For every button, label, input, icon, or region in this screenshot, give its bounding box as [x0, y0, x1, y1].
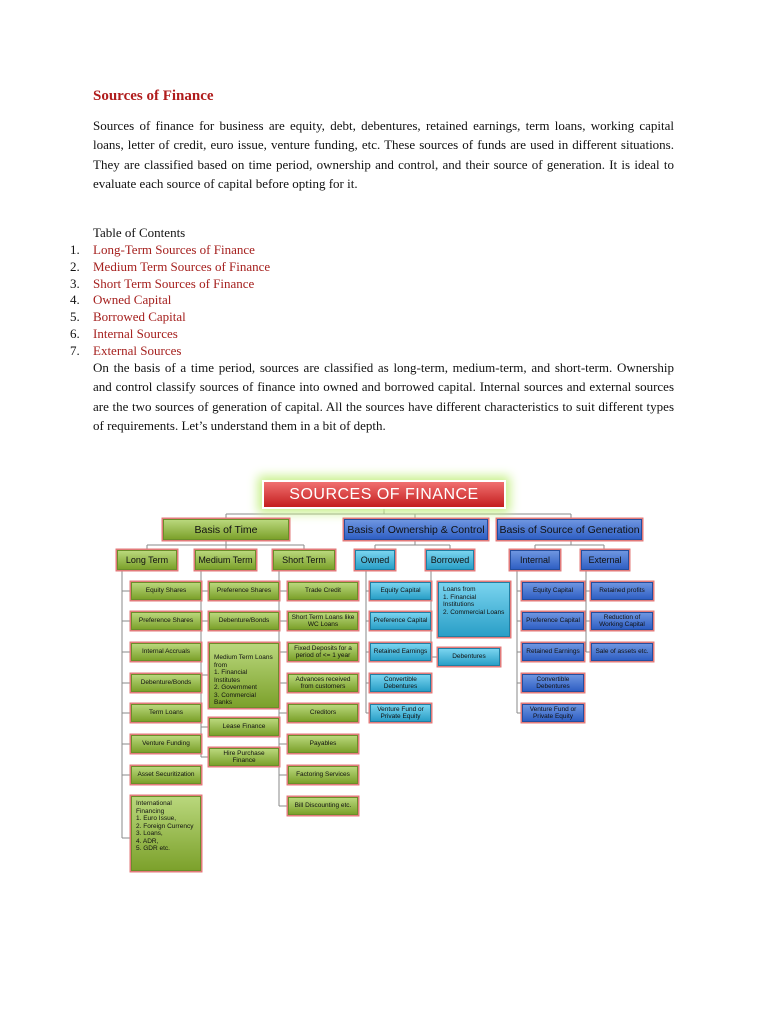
internal-item: Equity Capital: [522, 582, 584, 600]
toc-link[interactable]: Internal Sources: [93, 325, 178, 341]
long-term-item: Internal Accruals: [131, 643, 201, 661]
external-item: Sale of assets etc.: [591, 643, 653, 661]
toc-item[interactable]: 2. Medium Term Sources of Finance: [70, 258, 271, 274]
toc-title: Table of Contents: [93, 225, 186, 240]
owned-item: Venture Fund or Private Equity: [370, 704, 431, 722]
basis-of-ownership-box: Basis of Ownership & Control: [344, 519, 488, 540]
toc-link[interactable]: External Sources: [93, 342, 182, 358]
short-term-item: Short Term Loans like WC Loans: [288, 612, 358, 630]
diagram-title: SOURCES OF FINANCE: [262, 480, 506, 509]
borrowed-item: Debentures: [438, 648, 500, 666]
medium-term-item: Hire Purchase Finance: [209, 748, 279, 766]
short-term-item: Trade Credit: [288, 582, 358, 600]
short-term-item: Advances received from customers: [288, 674, 358, 692]
owned-item: Equity Capital: [370, 582, 431, 600]
owned-item: Retained Earnings: [370, 643, 431, 661]
toc-item[interactable]: 7. External Sources: [70, 342, 182, 358]
external-box: External: [581, 550, 629, 570]
owned-item: Preference Capital: [370, 612, 431, 630]
long-term-box: Long Term: [117, 550, 177, 570]
long-term-item: Equity Shares: [131, 582, 201, 600]
page-heading: Sources of Finance: [93, 88, 214, 104]
short-term-item: Creditors: [288, 704, 358, 722]
medium-term-box: Medium Term: [195, 550, 256, 570]
internal-item: Venture Fund or Private Equity: [522, 704, 584, 722]
long-term-item: Venture Funding: [131, 735, 201, 753]
owned-item: Convertible Debentures: [370, 674, 431, 692]
table-of-contents: [70, 242, 270, 360]
short-term-item: Factoring Services: [288, 766, 358, 784]
long-term-item: Asset Securitization: [131, 766, 201, 784]
medium-term-item: Lease Finance: [209, 718, 279, 736]
toc-item[interactable]: 5. Borrowed Capital: [70, 309, 186, 325]
borrowed-loans-box: Loans from 1. Financial Institutions 2. Commercial Loans: [438, 582, 510, 637]
short-term-item: Fixed Deposits for a period of <= 1 year: [288, 643, 358, 661]
internal-box: Internal: [510, 550, 560, 570]
toc-link[interactable]: Short Term Sources of Finance: [93, 275, 255, 291]
external-item: Retained profits: [591, 582, 653, 600]
intro-paragraph: Sources of finance for business are equity, debt, debentures, retained earnings, term loans, working capital loans, letter of credit, euro issue, venture funding, etc. These sources of funds are used in different situations. They are classified based on time period, ownership and control, and their source of generation. It is ideal to evaluate each source of capital before opting for it.: [93, 118, 674, 192]
owned-box: Owned: [355, 550, 395, 570]
internal-item: Preference Capital: [522, 612, 584, 630]
medium-term-item: Debenture/Bonds: [209, 612, 279, 630]
borrowed-box: Borrowed: [426, 550, 474, 570]
internal-item: Convertible Debentures: [522, 674, 584, 692]
basis-of-generation-box: Basis of Source of Generation: [497, 519, 642, 540]
medium-term-loans-box: Medium Term Loans from 1. Financial Institutes 2. Government 3. Commercial Banks: [209, 643, 279, 708]
toc-link[interactable]: Long-Term Sources of Finance: [93, 242, 255, 257]
long-term-item: Preference Shares: [131, 612, 201, 630]
short-term-item: Bill Discounting etc.: [288, 797, 358, 815]
external-item: Reduction of Working Capital: [591, 612, 653, 630]
toc-link[interactable]: Medium Term Sources of Finance: [93, 258, 271, 274]
internal-item: Retained Earnings: [522, 643, 584, 661]
long-term-item: Debenture/Bonds: [131, 674, 201, 692]
toc-link[interactable]: Owned Capital: [93, 292, 172, 308]
toc-item[interactable]: 1. Long-Term Sources of Finance: [70, 242, 255, 257]
toc-item[interactable]: 6. Internal Sources: [70, 325, 178, 341]
toc-item[interactable]: 4. Owned Capital: [70, 292, 172, 308]
toc-link[interactable]: Borrowed Capital: [93, 309, 186, 325]
short-term-box: Short Term: [273, 550, 335, 570]
basis-of-time-box: Basis of Time: [163, 519, 289, 540]
body-paragraph: On the basis of a time period, sources are classified as long-term, medium-term, and short-term. Ownership and control classify sources of finance into owned and borrowed capital. Internal sources and external sources are the two sources of generation of capital. All the sources have different characteristics to suit different types of requirements. Let’s understand them in a bit of depth.: [93, 360, 674, 434]
short-term-item: Payables: [288, 735, 358, 753]
toc-item[interactable]: 3. Short Term Sources of Finance: [70, 275, 255, 291]
international-financing-box: International Financing 1. Euro Issue, 2. Foreign Currency 3. Loans, 4. ADR, 5. GDR etc.: [131, 796, 201, 871]
long-term-item: Term Loans: [131, 704, 201, 722]
medium-term-item: Preference Shares: [209, 582, 279, 600]
